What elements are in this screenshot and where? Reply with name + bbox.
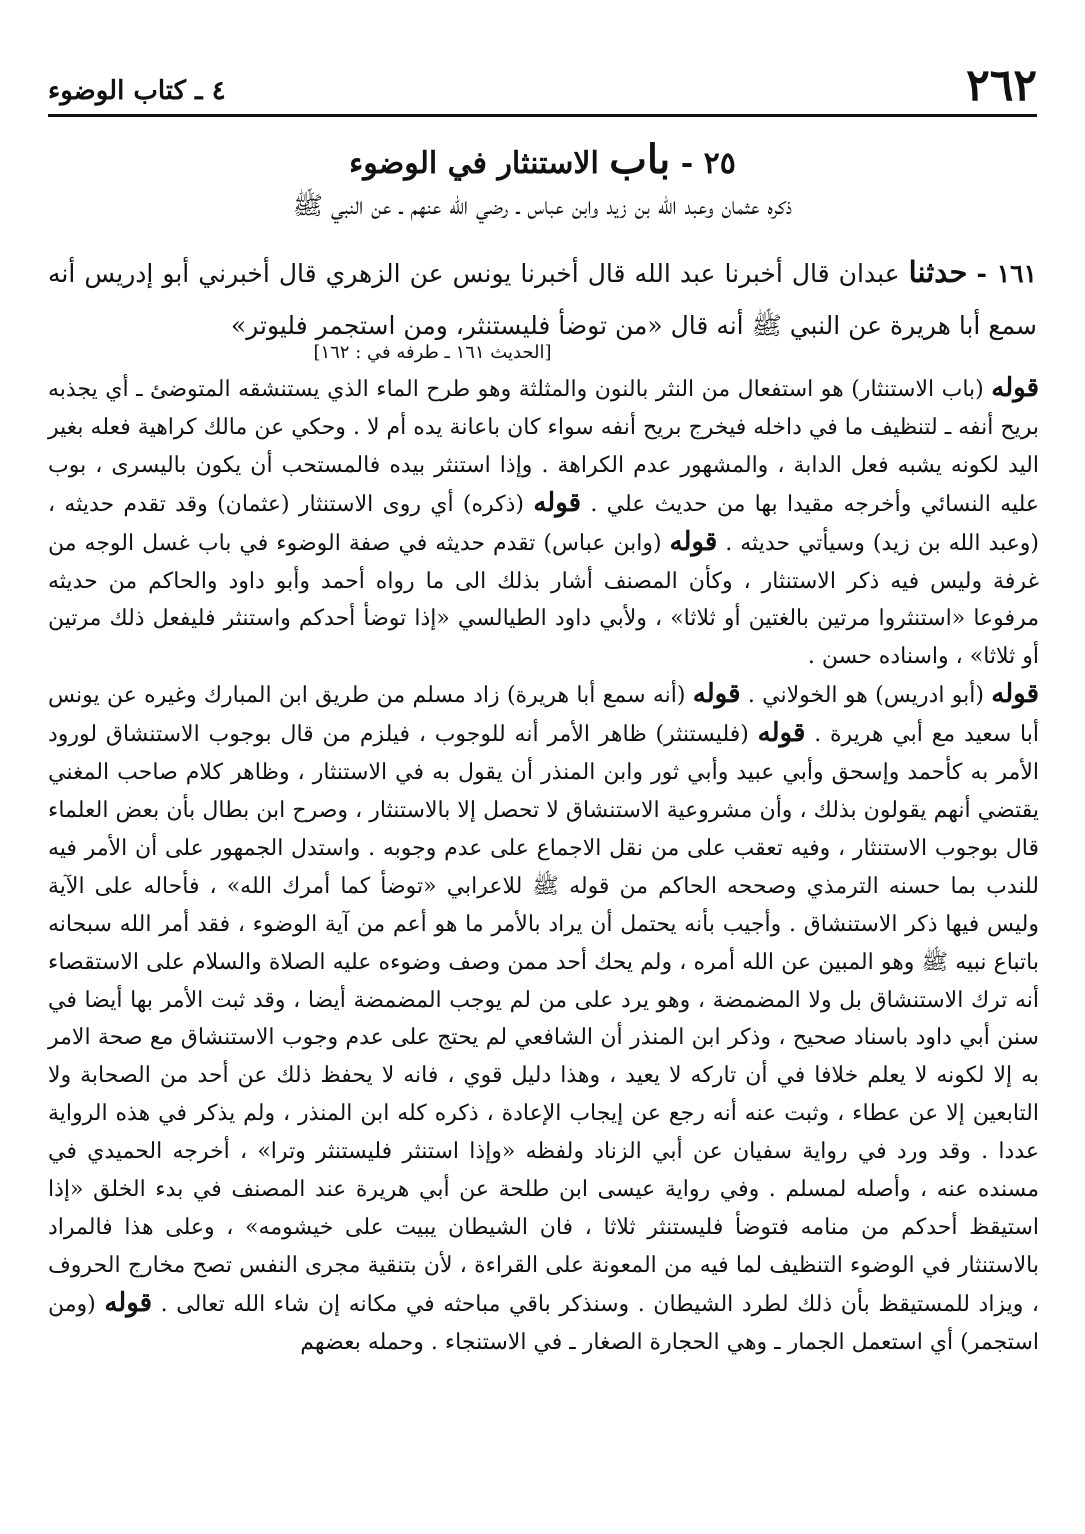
chapter-number: ٢٥ - [680, 146, 736, 181]
qawluh-label: قوله [692, 679, 741, 710]
chapter-title: الاستنثار في الوضوء [349, 146, 599, 181]
commentary-segment: (ومن استجمر) أي استعمل الجمار ـ وهي الحجارة الصغار ـ في الاستنجاء . وحمله بعضهم [48, 1291, 1039, 1355]
chapter-mention: ذكره عثمان وعبد الله بن زيد وابن عباس ـ رضي الله عنهم ـ عن النبي ﷺ [292, 191, 793, 220]
chapter-bab: باب [609, 136, 671, 183]
book-title: ٤ ـ كتاب الوضوء [48, 76, 226, 106]
qawluh-label: قوله [669, 526, 718, 557]
commentary-segment: (أبو ادريس) هو الخولاني . [747, 683, 984, 709]
hadith-reference [48, 342, 1037, 363]
hadith-reference-text: [الحديث ١٦١ ـ طرفه في : ١٦٢] [313, 342, 552, 363]
chapter-heading [40, 136, 1045, 183]
commentary-segment: (وابن عباس) تقدم حديثه في صفة الوضوء في باب غسل الوجه من غرفة وليس فيه ذكر الاستنثار ، وكأن المصنف أشار بذلك الى ما رواه أحمد وأبو داود والحاكم من حديثه مرفوعا «استنثروا مرتين بالغتين أو ثلاثا» ، ولأبي داود الطيالسي «إذا توضأ أحدكم واستنثر فليفعل ذلك مرتين أو ثلاثا» ، واسناده حسن . [48, 530, 1039, 670]
qawluh-label: قوله [757, 718, 806, 749]
commentary-segment: (أنه سمع أبا هريرة) زاد مسلم من طريق ابن المبارك وغيره عن يونس أبا سعيد مع أبي هريرة . [48, 683, 1039, 748]
commentary-segment: (فليستنثر) ظاهر الأمر أنه للوجوب ، فيلزم من قال بوجوب الاستنشاق لورود الأمر به كأحمد وإسحق وأبي عبيد وأبي ثور وابن المنذر أن يقول به في الاستنثار ، وظاهر كلام صاحب المغني يقتضي أنهم يقولون بذلك ، وأن مشروعية الاستنشاق لا تحصل إلا بالاستنثار ، وصرح ابن بطال بأن بعض العلماء قال بوجوب الاستنثار ، وفيه تعقب على من نقل الاجماع على عدم وجوبه . واستدل الجمهور على أن الأمر فيه للندب بما حسنه الترمذي وصححه الحاكم من قوله ﷺ للاعرابي «توضأ كما أمرك الله» ، فأحاله على الآية وليس فيها ذكر الاستنشاق . وأجيب بأنه يحتمل أن يراد بالأمر ما هو أعم من آية الوضوء ، فقد أمر الله سبحانه باتباع نبيه ﷺ وهو المبين عن الله أمره ، ولم يحك أحد ممن وصف وضوءه عليه الصلاة والسلام على الاستقصاء أنه ترك الاستنشاق بل ولا المضمضة ، وهو يرد على من لم يوجب المضمضة أيضا ، وقد ثبت الأمر بها أيضا في سنن أبي داود باسناد صحيح ، وذكر ابن المنذر أن الشافعي لم يحتج على عدم وجوب الاستنشاق مع صحة الامر به إلا لكونه لا يعلم خلافا في أن تاركه لا يعيد ، وهذا دليل قوي ، فانه لا يحفظ ذلك عن أحد من الصحابة ولا التابعين إلا عن عطاء ، وثبت عنه أنه رجع عن إيجاب الإعادة ، ذكره كله ابن المنذر ، ولم يذكر في هذه الرواية عددا . وقد ورد في رواية سفيان عن أبي الزناد ولفظه «وإذا استنثر فليستنثر وترا» ، أخرجه الحميدي في مسنده عنه ، وأصله لمسلم . وفي رواية عيسى ابن طلحة عن أبي هريرة عند المصنف في بدء الخلق «إذا استيقظ أحدكم من منامه فتوضأ فليستنثر ثلاثا ، فان الشيطان يبيت على خيشومه» ، وعلى هذا فالمراد بالاستنثار في الوضوء التنظيف لما فيه من المعونة على القراءة ، لأن بتنقية مجرى النفس تصح مخارج الحروف ، ويزاد للمستيقظ بأن ذلك لطرد الشيطان . وسنذكر باقي مباحثه في مكانه إن شاء الله تعالى . [48, 722, 1040, 1317]
hadith-haddathana: حدثنا [908, 255, 968, 289]
qawluh-label: قوله [533, 487, 582, 518]
hadith-text [48, 246, 1037, 352]
commentary-segment: (ذكره) أي روى الاستنثار (عثمان) وقد تقدم حديثه ، (وعبد الله بن زيد) وسيأتي حديثه . [48, 491, 1039, 556]
commentary-segment: (باب الاستنثار) هو استفعال من النثر بالنون والمثلثة وهو طرح الماء الذي يستنشقه المتوضئ ـ أي يجذبه بريح أنفه ـ لتنظيف ما في داخله فيخرج بريح أنفه سواء كان باعانة يده أم لا . وحكي عن مالك كراهية فعله بغير اليد لكونه يشبه فعل الدابة ، والمشهور عدم الكراهة . وإذا استنثر بيده فالمستحب أن يكون باليسرى ، بوب عليه النسائي وأخرجه مقيدا بها من حديث علي . [48, 377, 1039, 517]
hadith-number: ١٦١ - [976, 259, 1037, 288]
page-number: ٢٦٢ [966, 60, 1037, 111]
hadith-body: عبدان قال أخبرنا عبد الله قال أخبرنا يونس عن الزهري قال أخبرني أبو إدريس أنه سمع أبا هريرة عن النبي ﷺ أنه قال «من توضأ فليستنثر، ومن استجمر فليوتر» [48, 259, 1037, 340]
commentary [48, 370, 1039, 1362]
qawluh-label: قوله [104, 1287, 153, 1318]
qawluh-label: قوله [991, 373, 1040, 403]
header-rule [48, 114, 1037, 117]
page-header [48, 50, 1037, 111]
qawluh-label: قوله [991, 679, 1040, 710]
